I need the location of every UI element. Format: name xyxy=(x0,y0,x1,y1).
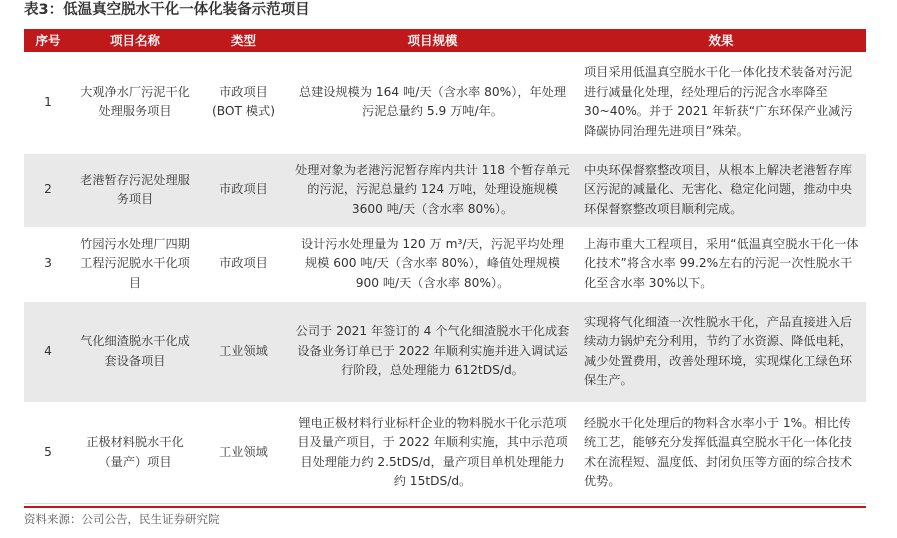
header-idx: 序号 xyxy=(24,29,72,52)
row-name: 竹园污水处理厂四期工程污泥脱水干化项目 xyxy=(72,227,198,301)
header-type: 类型 xyxy=(198,29,289,52)
row-idx: 2 xyxy=(24,153,72,227)
header-effect: 效果 xyxy=(576,29,866,52)
row-scale: 处理对象为老港污泥暂存库内共计 118 个暂存单元的污泥，污泥总量约 124 万吨，处理设施规模 3600 吨/天（含水率 80%）。 xyxy=(289,153,576,227)
row-type: 工业领域 xyxy=(198,301,289,402)
row-effect: 项目采用低温真空脱水干化一体化技术装备对污泥进行减量化处理，经处理后的污泥含水率降至 30~40%。并于 2021 年斩获“广东环保产业减污降碳协同治理先进项目”殊荣。 xyxy=(576,52,866,153)
row-idx: 4 xyxy=(24,301,72,402)
row-type: 市政项目 xyxy=(198,227,289,301)
row-effect: 上海市重大工程项目，采用“低温真空脱水干化一体化技术”将含水率 99.2%左右的污泥一次性脱水干化至含水率 30%以下。 xyxy=(576,227,866,301)
header-name: 项目名称 xyxy=(72,29,198,52)
row-name: 正极材料脱水干化（量产）项目 xyxy=(72,402,198,503)
row-type: 市政项目 (BOT 模式) xyxy=(198,52,289,153)
row-scale: 总建设规模为 164 吨/天（含水率 80%），年处理污泥总量约 5.9 万吨/年。 xyxy=(289,52,576,153)
table-row xyxy=(24,402,866,503)
row-scale: 设计污水处理量为 120 万 m³/天，污泥平均处理规模 600 吨/天（含水率 80%），峰值处理规模 900 吨/天（含水率 80%）。 xyxy=(289,227,576,301)
row-idx: 5 xyxy=(24,402,72,503)
row-type: 市政项目 xyxy=(198,153,289,227)
row-scale: 公司于 2021 年签订的 4 个气化细渣脱水干化成套设备业务订单已于 2022 年顺利实施并进入调试运行阶段，总处理能力 612tDS/d。 xyxy=(289,301,576,402)
row-name: 大观净水厂污泥干化处理服务项目 xyxy=(72,52,198,153)
table-header-row xyxy=(24,29,866,52)
row-effect: 实现将气化细渣一次性脱水干化，产品直接进入后续动力锅炉充分利用，节约了水资源、降低电耗，减少处置费用，改善处理环境，实现煤化工绿色环保生产。 xyxy=(576,301,866,402)
source-note: 资料来源：公司公告，民生证券研究院 xyxy=(24,512,220,526)
row-idx: 1 xyxy=(24,52,72,153)
row-name: 气化细渣脱水干化成套设备项目 xyxy=(72,301,198,402)
row-name: 老港暂存污泥处理服务项目 xyxy=(72,153,198,227)
row-effect: 经脱水干化处理后的物料含水率小于 1%。相比传统工艺，能够充分发挥低温真空脱水干化一体化技术在流程短、温度低、封闭负压等方面的综合技术优势。 xyxy=(576,402,866,503)
projects-table xyxy=(24,29,866,504)
table-row xyxy=(24,301,866,402)
header-scale: 项目规模 xyxy=(289,29,576,52)
row-type: 工业领域 xyxy=(198,402,289,503)
table-row xyxy=(24,153,866,227)
table-row xyxy=(24,227,866,301)
table-row xyxy=(24,52,866,153)
row-idx: 3 xyxy=(24,227,72,301)
table-title: 表3：低温真空脱水干化一体化装备示范项目 xyxy=(24,2,310,18)
row-effect: 中央环保督察整改项目，从根本上解决老港暂存库区污泥的减量化、无害化、稳定化问题，推动中央环保督察整改项目顺利完成。 xyxy=(576,153,866,227)
bottom-divider xyxy=(24,506,866,508)
row-scale: 锂电正极材料行业标杆企业的物料脱水干化示范项目及量产项目，于 2022 年顺利实施，其中示范项目处理能力约 2.5tDS/d，量产项目单机处理能力约 15tDS/d。 xyxy=(289,402,576,503)
